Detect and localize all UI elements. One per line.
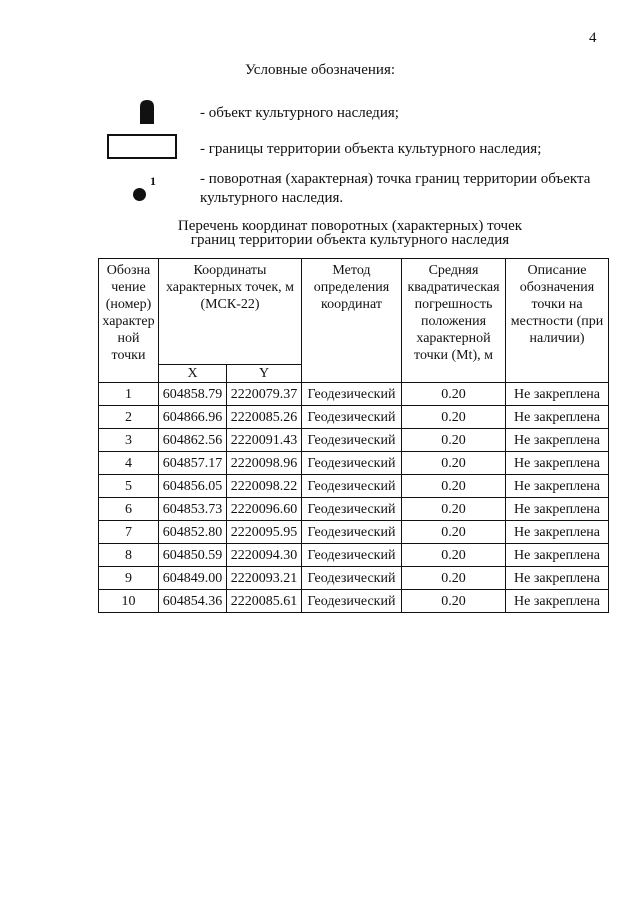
- y-coordinate-cell: 2220096.60: [227, 498, 302, 521]
- point-number-cell: 9: [99, 567, 159, 590]
- point-number-cell: 1: [99, 383, 159, 406]
- method-cell: Геодезический: [302, 521, 402, 544]
- point-number-cell: 6: [99, 498, 159, 521]
- method-cell: Геодезический: [302, 590, 402, 613]
- y-coordinate-cell: 2220098.22: [227, 475, 302, 498]
- x-coordinate-cell: 604866.96: [159, 406, 227, 429]
- mean-error-cell: 0.20: [402, 498, 506, 521]
- header-coordinates: Координаты характерных точек, м (МСК-22): [159, 259, 302, 365]
- table-title-line-1: Перечень координат поворотных (характерных) точек: [177, 218, 523, 234]
- legend-text-turning-point: - поворотная (характерная) точка границ территории объекта культурного наследия.: [200, 171, 591, 206]
- legend-title: Условные обозначения:: [244, 62, 396, 78]
- method-cell: Геодезический: [302, 429, 402, 452]
- description-cell: Не закреплена: [506, 406, 609, 429]
- mean-error-cell: 0.20: [402, 544, 506, 567]
- turning-point-icon: [133, 188, 146, 201]
- table-row: [99, 521, 609, 544]
- x-coordinate-cell: 604849.00: [159, 567, 227, 590]
- table-row: [99, 544, 609, 567]
- point-number-cell: 5: [99, 475, 159, 498]
- mean-error-cell: 0.20: [402, 383, 506, 406]
- point-number-cell: 10: [99, 590, 159, 613]
- y-coordinate-cell: 2220091.43: [227, 429, 302, 452]
- table-row: [99, 452, 609, 475]
- header-point-number: Обозна чение (номер) характер ной точки: [99, 259, 159, 383]
- method-cell: Геодезический: [302, 544, 402, 567]
- y-coordinate-cell: 2220093.21: [227, 567, 302, 590]
- mean-error-cell: 0.20: [402, 590, 506, 613]
- method-cell: Геодезический: [302, 406, 402, 429]
- description-cell: Не закреплена: [506, 475, 609, 498]
- point-number-cell: 4: [99, 452, 159, 475]
- table-row: [99, 475, 609, 498]
- x-coordinate-cell: 604852.80: [159, 521, 227, 544]
- x-coordinate-cell: 604857.17: [159, 452, 227, 475]
- y-coordinate-cell: 2220098.96: [227, 452, 302, 475]
- table-row: [99, 406, 609, 429]
- x-coordinate-cell: 604850.59: [159, 544, 227, 567]
- description-cell: Не закреплена: [506, 521, 609, 544]
- description-cell: Не закреплена: [506, 498, 609, 521]
- table-row: [99, 383, 609, 406]
- point-number-cell: 2: [99, 406, 159, 429]
- header-description: Описание обозначения точки на местности (при наличии): [506, 259, 609, 383]
- y-coordinate-cell: 2220085.61: [227, 590, 302, 613]
- method-cell: Геодезический: [302, 383, 402, 406]
- table-row: [99, 429, 609, 452]
- description-cell: Не закреплена: [506, 544, 609, 567]
- x-coordinate-cell: 604854.36: [159, 590, 227, 613]
- method-cell: Геодезический: [302, 452, 402, 475]
- description-cell: Не закреплена: [506, 567, 609, 590]
- y-coordinate-cell: 2220094.30: [227, 544, 302, 567]
- header-x: X: [159, 365, 227, 383]
- mean-error-cell: 0.20: [402, 521, 506, 544]
- table-title: [0, 219, 640, 247]
- mean-error-cell: 0.20: [402, 475, 506, 498]
- x-coordinate-cell: 604858.79: [159, 383, 227, 406]
- table-title-line-2: границ территории объекта культурного наследия: [190, 232, 510, 248]
- point-number-cell: 8: [99, 544, 159, 567]
- mean-error-cell: 0.20: [402, 567, 506, 590]
- x-coordinate-cell: 604862.56: [159, 429, 227, 452]
- point-number-cell: 3: [99, 429, 159, 452]
- table-row: [99, 590, 609, 613]
- table-row: [99, 498, 609, 521]
- page-number: 4: [589, 30, 597, 46]
- description-cell: Не закреплена: [506, 452, 609, 475]
- monument-icon: [140, 100, 154, 124]
- legend-text-monument: - объект культурного наследия;: [200, 105, 399, 121]
- description-cell: Не закреплена: [506, 590, 609, 613]
- description-cell: Не закреплена: [506, 383, 609, 406]
- mean-error-cell: 0.20: [402, 406, 506, 429]
- x-coordinate-cell: 604856.05: [159, 475, 227, 498]
- boundary-rectangle-icon: [107, 134, 177, 159]
- method-cell: Геодезический: [302, 475, 402, 498]
- header-mean-error: Средняя квадратическая погрешность положения характерной точки (Mt), м: [402, 259, 506, 383]
- header-method: Метод определения координат: [302, 259, 402, 383]
- y-coordinate-cell: 2220079.37: [227, 383, 302, 406]
- x-coordinate-cell: 604853.73: [159, 498, 227, 521]
- coordinates-table: [98, 258, 609, 613]
- turning-point-icon-label: 1: [150, 174, 156, 188]
- mean-error-cell: 0.20: [402, 429, 506, 452]
- mean-error-cell: 0.20: [402, 452, 506, 475]
- method-cell: Геодезический: [302, 498, 402, 521]
- y-coordinate-cell: 2220095.95: [227, 521, 302, 544]
- header-y: Y: [227, 365, 302, 383]
- method-cell: Геодезический: [302, 567, 402, 590]
- y-coordinate-cell: 2220085.26: [227, 406, 302, 429]
- point-number-cell: 7: [99, 521, 159, 544]
- table-row: [99, 567, 609, 590]
- legend-text-boundary: - границы территории объекта культурного наследия;: [200, 141, 542, 157]
- description-cell: Не закреплена: [506, 429, 609, 452]
